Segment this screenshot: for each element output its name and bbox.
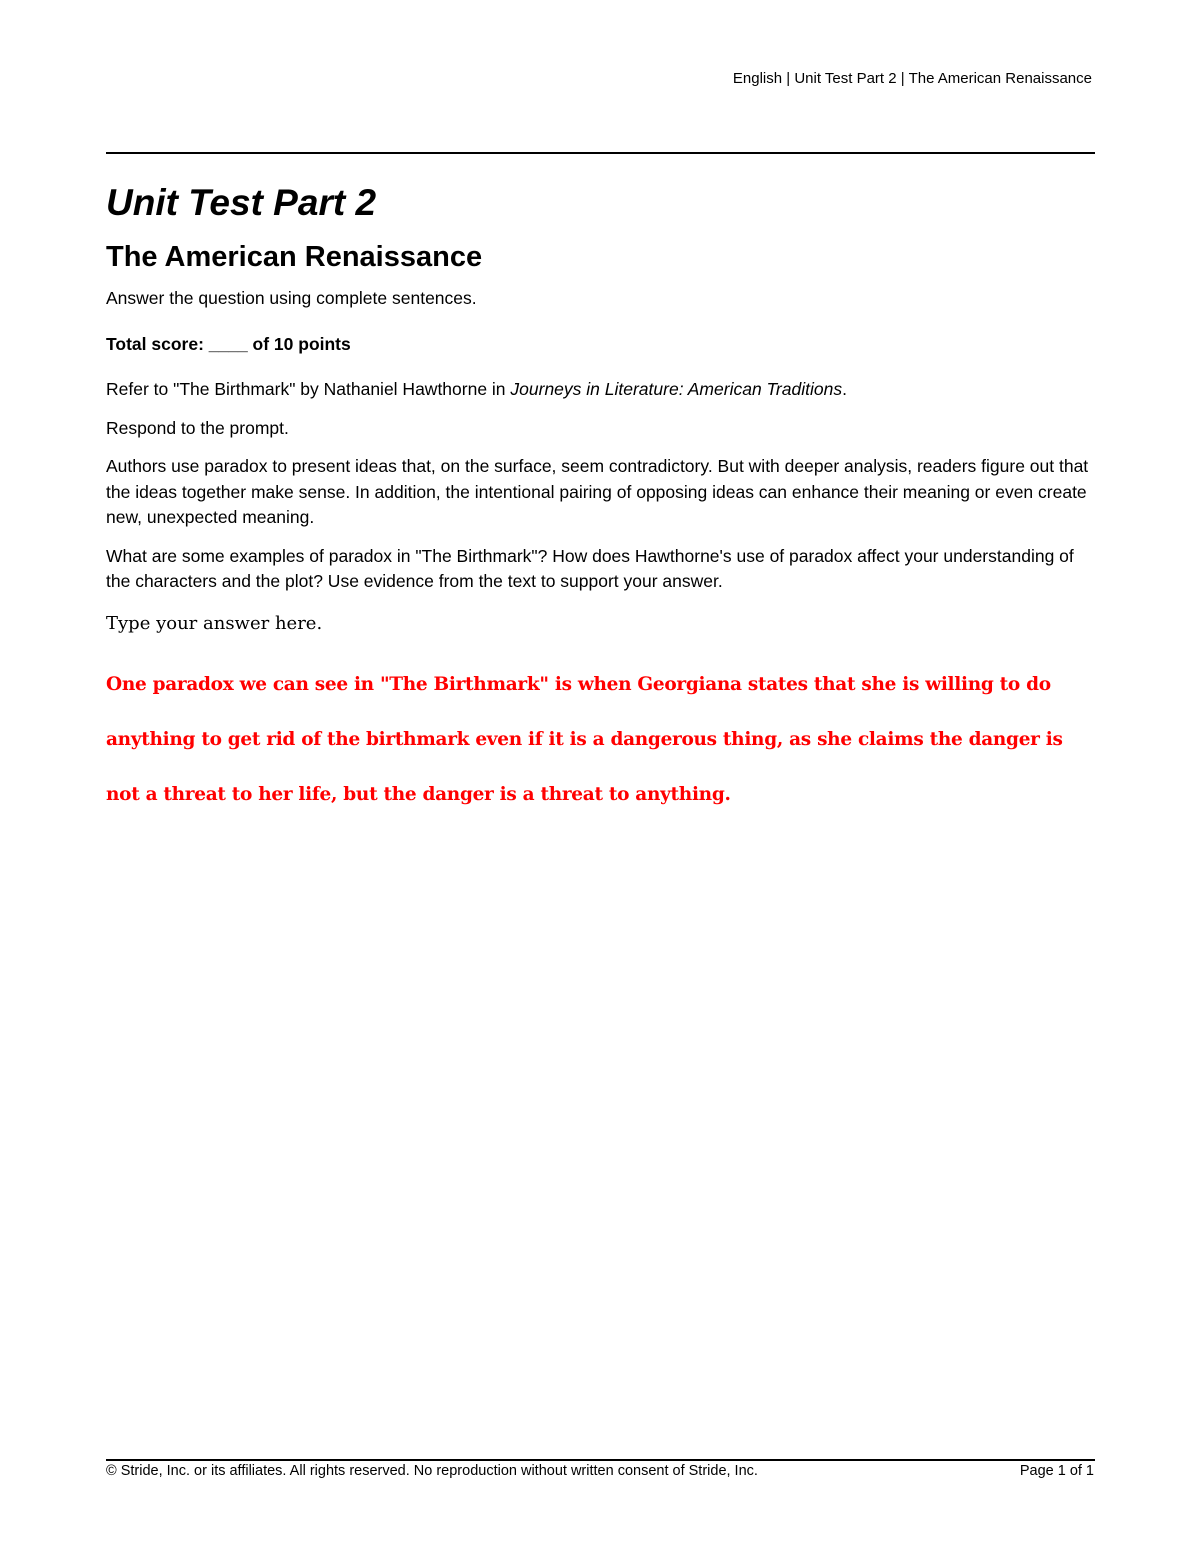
reference-text xyxy=(106,377,1096,403)
page-subtitle: The American Renaissance xyxy=(106,241,483,273)
reference-suffix: . xyxy=(842,379,847,399)
instructions-text: Answer the question using complete sentences. xyxy=(106,288,477,308)
footer-divider xyxy=(106,1459,1095,1461)
page-title: Unit Test Part 2 xyxy=(106,182,377,223)
answer-placeholder[interactable]: Type your answer here. xyxy=(106,612,323,634)
page-number: Page 1 of 1 xyxy=(1019,1463,1094,1479)
book-title: Journeys in Literature: American Traditions xyxy=(510,379,843,399)
running-header: English | Unit Test Part 2 | The American Renaissance xyxy=(732,70,1092,87)
copyright-notice: © Stride, Inc. or its affiliates. All rights reserved. No reproduction without written consent of Stride, Inc. xyxy=(106,1463,758,1479)
student-answer[interactable]: One paradox we can see in "The Birthmark" is when Georgiana states that she is willing to do anything to get rid of the birthmark even if it is a dangerous thing, as she claims the danger is not a threat to her life, but the danger is a threat to anything. xyxy=(106,673,1063,805)
document-body xyxy=(106,180,1096,822)
prompt-question: What are some examples of paradox in "The Birthmark"? How does Hawthorne's use of paradox affect your understanding of the characters and the plot? Use evidence from the text to support your answer. xyxy=(106,545,1074,591)
respond-instruction: Respond to the prompt. xyxy=(106,417,289,438)
reference-prefix: Refer to "The Birthmark" by Nathaniel Hawthorne in xyxy=(106,379,511,399)
header-divider xyxy=(106,152,1095,154)
prompt-paragraph-1: Authors use paradox to present ideas that, on the surface, seem contradictory. But with deeper analysis, readers figure out that the ideas together make sense. In addition, the intentional pairing of opposing ideas can enhance their meaning or even create new, unexpected meaning. xyxy=(106,456,1089,527)
total-score-label: Total score: ____ of 10 points xyxy=(106,333,351,354)
